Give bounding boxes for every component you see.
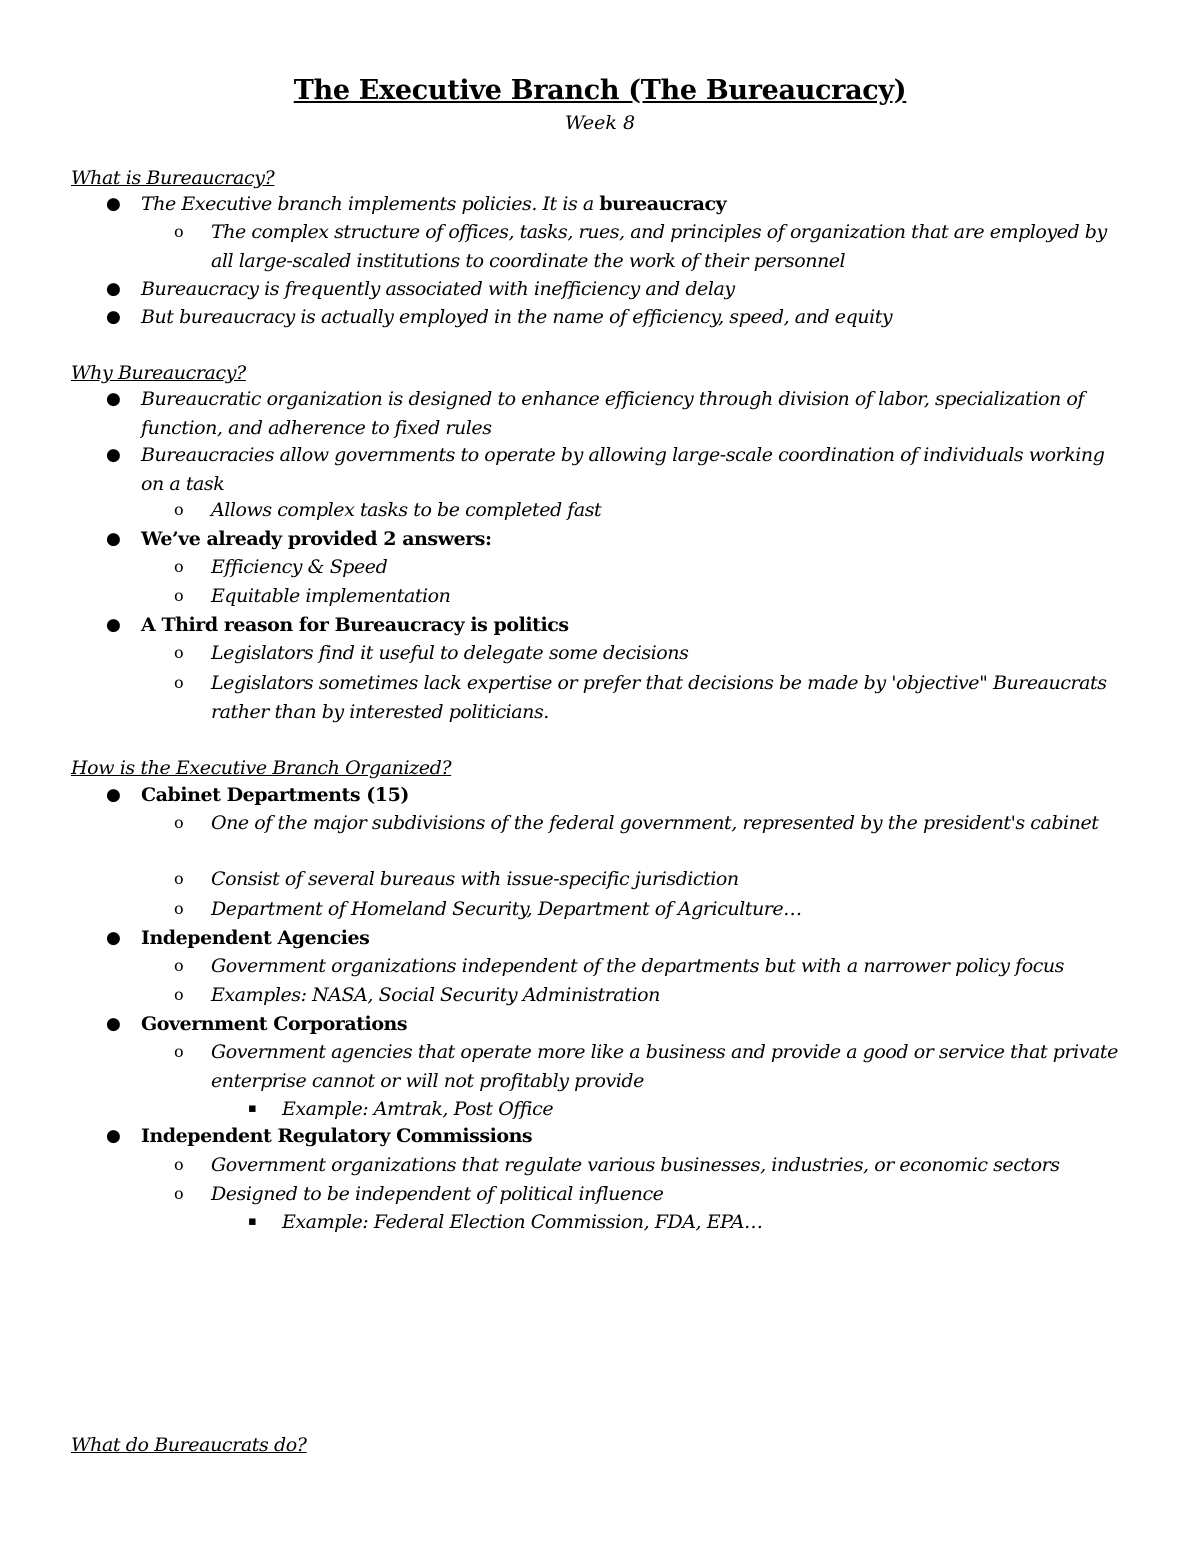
circle-marker: o	[174, 1042, 184, 1061]
bullet-marker: ●	[106, 529, 121, 549]
circle-marker: o	[174, 899, 184, 918]
item-text: Example: Amtrak, Post Office	[282, 1098, 554, 1120]
item-text: The Executive branch implements policies. It is a	[141, 193, 600, 215]
circle-marker: o	[174, 1184, 184, 1203]
list-item	[106, 190, 1131, 219]
list-item	[248, 1208, 1122, 1237]
item-text: Consist of several bureaus with issue-specific jurisdiction	[211, 868, 739, 890]
item-text: The complex structure of offices, tasks, rues, and principles of organization that are employed by all large-scaled institutions to coordinate the work of their personnel	[211, 221, 1107, 272]
list-item	[106, 1122, 1131, 1151]
item-text: Efficiency & Speed	[211, 556, 388, 578]
circle-marker: o	[174, 813, 184, 832]
section-heading-what-do-bureaucrats-do: What do Bureaucrats do?	[71, 1434, 307, 1456]
item-text: Bureaucracies allow governments to operate by allowing large-scale coordination of individuals working on a task	[141, 444, 1105, 495]
list-item	[174, 639, 1126, 668]
section-heading-what-is-bureaucracy: What is Bureaucracy?	[71, 167, 275, 189]
item-text: Legislators sometimes lack expertise or prefer that decisions be made by 'objective" Bureaucrats rather than by interested politicians.	[211, 672, 1107, 723]
circle-marker: o	[174, 643, 184, 662]
item-text: Bureaucratic organization is designed to enhance efficiency through division of labor, specialization of function, and adherence to fixed rules	[141, 388, 1084, 439]
bullet-marker: ●	[106, 928, 121, 948]
list-item	[174, 1151, 1126, 1180]
list-item	[174, 496, 1126, 525]
circle-marker: o	[174, 222, 184, 241]
circle-marker: o	[174, 673, 184, 692]
list-item	[106, 611, 1131, 640]
bullet-marker: ●	[106, 279, 121, 299]
circle-marker: o	[174, 985, 184, 1004]
item-text: Allows complex tasks to be completed fast	[211, 499, 602, 521]
list-item	[174, 809, 1126, 838]
item-text: We’ve already provided 2 answers:	[141, 528, 492, 550]
item-text: Department of Homeland Security, Department of Agriculture…	[211, 898, 802, 920]
item-text: One of the major subdivisions of the federal government, represented by the president's cabinet	[211, 812, 1099, 834]
list-item	[106, 441, 1131, 498]
item-text: Designed to be independent of political influence	[211, 1183, 664, 1205]
list-item	[174, 981, 1126, 1010]
list-item	[174, 1180, 1126, 1209]
list-item	[174, 669, 1126, 726]
list-item	[174, 952, 1126, 981]
section-heading-why-bureaucracy: Why Bureaucracy?	[71, 362, 246, 384]
list-item	[174, 865, 1126, 894]
section-heading-how-organized: How is the Executive Branch Organized?	[71, 757, 452, 779]
item-text: Independent Regulatory Commissions	[141, 1125, 533, 1147]
item-text: Legislators find it useful to delegate some decisions	[211, 642, 689, 664]
item-text: Independent Agencies	[141, 927, 370, 949]
list-item	[174, 553, 1126, 582]
document-title: The Executive Branch (The Bureaucracy)	[293, 75, 907, 106]
circle-marker: o	[174, 500, 184, 519]
item-text: Government organizations that regulate various businesses, industries, or economic sectors	[211, 1154, 1060, 1176]
bullet-marker: ●	[106, 1014, 121, 1034]
square-marker: ▪	[248, 1101, 257, 1116]
bullet-marker: ●	[106, 1126, 121, 1146]
item-text: Government agencies that operate more like a business and provide a good or service that private enterprise cannot or will not profitably provide	[211, 1041, 1118, 1092]
list-item	[106, 385, 1131, 442]
item-bold-term: bureaucracy	[599, 193, 727, 215]
bullet-marker: ●	[106, 307, 121, 327]
bullet-marker: ●	[106, 194, 121, 214]
document-subtitle: Week 8	[564, 112, 636, 134]
item-text: A Third reason for Bureaucracy is politics	[141, 614, 569, 636]
list-item	[106, 781, 1131, 810]
list-item	[174, 895, 1126, 924]
bullet-marker: ●	[106, 389, 121, 409]
item-text: Example: Federal Election Commission, FDA, EPA…	[282, 1211, 763, 1233]
item-text: Examples: NASA, Social Security Administration	[211, 984, 660, 1006]
square-marker: ▪	[248, 1214, 257, 1229]
item-text: Equitable implementation	[211, 585, 451, 607]
bullet-marker: ●	[106, 445, 121, 465]
list-item	[106, 1010, 1131, 1039]
circle-marker: o	[174, 869, 184, 888]
item-text: Bureaucracy is frequently associated with inefficiency and delay	[141, 278, 735, 300]
list-item	[106, 303, 1131, 332]
item-text: Government organizations independent of the departments but with a narrower policy focus	[211, 955, 1064, 977]
list-item	[174, 1038, 1126, 1095]
bullet-marker: ●	[106, 785, 121, 805]
bullet-marker: ●	[106, 615, 121, 635]
list-item	[248, 1095, 1122, 1124]
circle-marker: o	[174, 557, 184, 576]
circle-marker: o	[174, 956, 184, 975]
circle-marker: o	[174, 586, 184, 605]
item-text: But bureaucracy is actually employed in the name of efficiency, speed, and equity	[141, 306, 893, 328]
item-text: Government Corporations	[141, 1013, 408, 1035]
list-item	[106, 924, 1131, 953]
circle-marker: o	[174, 1155, 184, 1174]
list-item	[174, 582, 1126, 611]
list-item	[106, 275, 1131, 304]
item-text: Cabinet Departments (15)	[141, 784, 409, 806]
list-item	[106, 525, 1131, 554]
list-item	[174, 218, 1126, 275]
